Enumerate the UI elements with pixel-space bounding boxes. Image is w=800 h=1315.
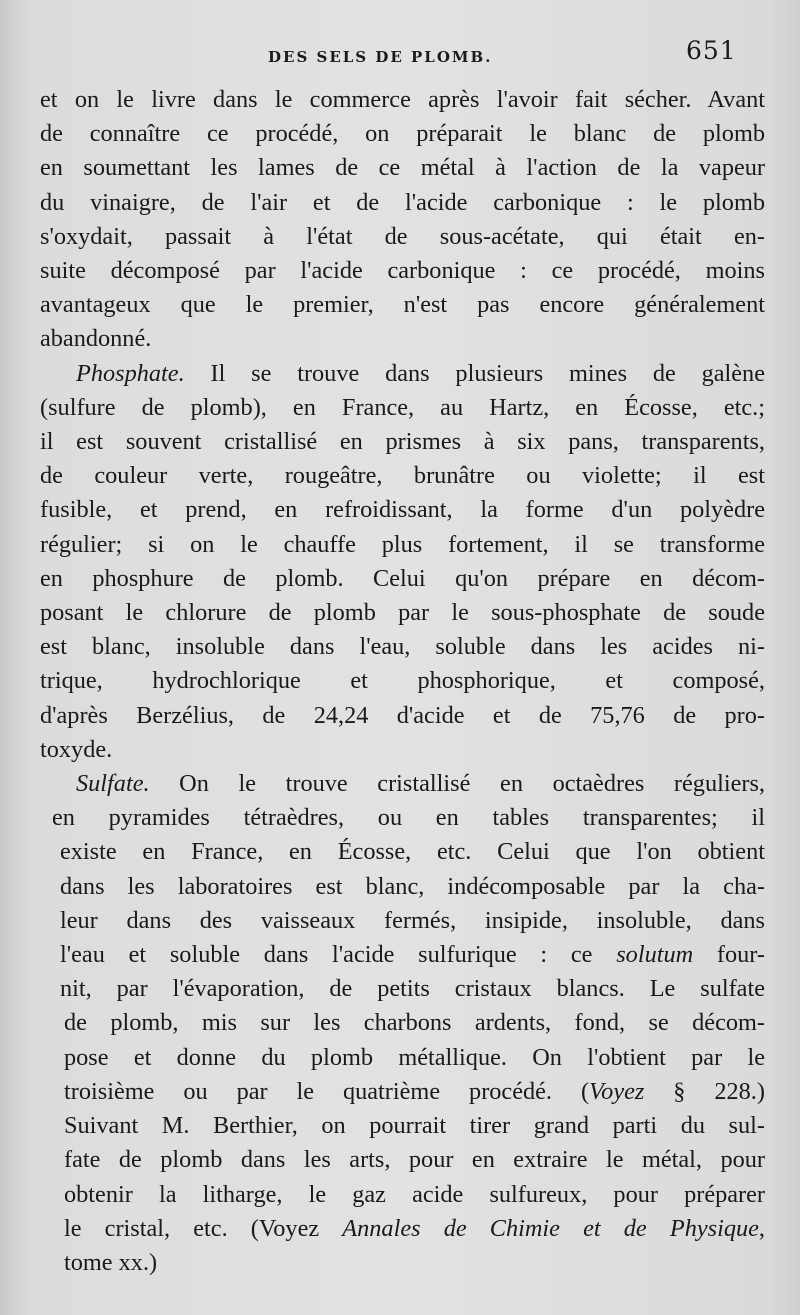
text-line: est blanc, insoluble dans l'eau, soluble dans les acides ni- [40, 633, 765, 661]
text-line [40, 767, 765, 801]
text-fragment: troisième ou par le quatrième procédé. ( [64, 1077, 590, 1105]
text-line: tome xx.) [64, 1248, 158, 1276]
text-line: toxyde. [40, 735, 113, 763]
text-line [40, 938, 765, 972]
text-fragment: le cristal, etc. (Voyez [64, 1214, 343, 1242]
section-term-phosphate: Phosphate. [76, 359, 185, 387]
italic-term-voyez: Voyez [589, 1077, 645, 1105]
text-line: en pyramides tétraèdres, ou en tables transparentes; il [52, 804, 765, 832]
text-line: fate de plomb dans les arts, pour en extraire le métal, pour [64, 1146, 765, 1174]
text-line: de couleur verte, rougeâtre, brunâtre ou violette; il est [40, 462, 765, 490]
text-fragment: l'eau et soluble dans l'acide sulfurique : ce [60, 941, 593, 969]
text-line: trique, hydrochlorique et phosphorique, et composé, [40, 667, 765, 695]
text-line: dans les laboratoires est blanc, indécomposable par la cha- [60, 872, 765, 900]
text-fragment: four- [693, 941, 765, 969]
italic-term-solutum: solutum [616, 941, 694, 969]
text-line: en phosphure de plomb. Celui qu'on prépare en décom- [40, 564, 765, 592]
text-fragment: , [758, 1214, 765, 1242]
text-line: en soumettant les lames de ce métal à l'action de la vapeur [40, 154, 765, 182]
text-fragment: On le trouve cristallisé en octaèdres réguliers, [149, 770, 765, 798]
paragraph-phosphate [40, 357, 765, 767]
text-line: du vinaigre, de l'air et de l'acide carbonique : le plomb [40, 188, 765, 216]
page-number: 651 [686, 36, 737, 65]
text-line: Suivant M. Berthier, on pourrait tirer grand parti du sul- [64, 1112, 765, 1140]
text-line: il est souvent cristallisé en prismes à six pans, transparents, [40, 428, 765, 456]
text-line: posant le chlorure de plomb par le sous-phosphate de soude [40, 599, 765, 627]
text-line [40, 1075, 765, 1109]
section-term-sulfate: Sulfate. [76, 770, 150, 798]
text-line: nit, par l'évaporation, de petits cristaux blancs. Le sulfate [60, 975, 765, 1003]
text-line [40, 1212, 765, 1246]
body-text [40, 83, 765, 1280]
text-line: et on le livre dans le commerce après l'avoir fait sécher. Avant [40, 86, 765, 113]
text-line: d'après Berzélius, de 24,24 d'acide et de 75,76 de pro- [40, 701, 765, 729]
text-line: suite décomposé par l'acide carbonique : ce procédé, moins [40, 257, 765, 285]
running-title: DES SELS DE PLOMB. [268, 48, 493, 66]
text-line: leur dans des vaisseaux fermés, insipide, insoluble, dans [60, 906, 765, 934]
text-line: pose et donne du plomb métallique. On l'obtient par le [64, 1043, 765, 1071]
text-fragment: § 228.) [644, 1077, 765, 1105]
text-line: s'oxydait, passait à l'état de sous-acétate, qui était en- [40, 222, 765, 250]
text-line: existe en France, en Écosse, etc. Celui que l'on obtient [60, 838, 765, 866]
text-line [40, 357, 765, 391]
italic-title-annales: Annales de Chimie et de Physique [342, 1214, 759, 1242]
text-line: régulier; si on le chauffe plus fortement, il se transforme [40, 530, 765, 558]
paragraph-continuation [40, 83, 765, 357]
text-line: obtenir la litharge, le gaz acide sulfureux, pour préparer [64, 1180, 765, 1208]
text-line: abandonné. [40, 325, 152, 353]
text-line: de connaître ce procédé, on préparait le blanc de plomb [40, 120, 765, 148]
text-fragment: Il se trouve dans plusieurs mines de galène [184, 359, 765, 387]
text-line: fusible, et prend, en refroidissant, la forme d'un polyèdre [40, 496, 765, 524]
text-line: de plomb, mis sur les charbons ardents, fond, se décom- [64, 1009, 765, 1037]
text-line: avantageux que le premier, n'est pas encore généralement [40, 291, 765, 319]
text-line: (sulfure de plomb), en France, au Hartz, en Écosse, etc.; [40, 393, 765, 421]
paragraph-sulfate [40, 767, 765, 1280]
